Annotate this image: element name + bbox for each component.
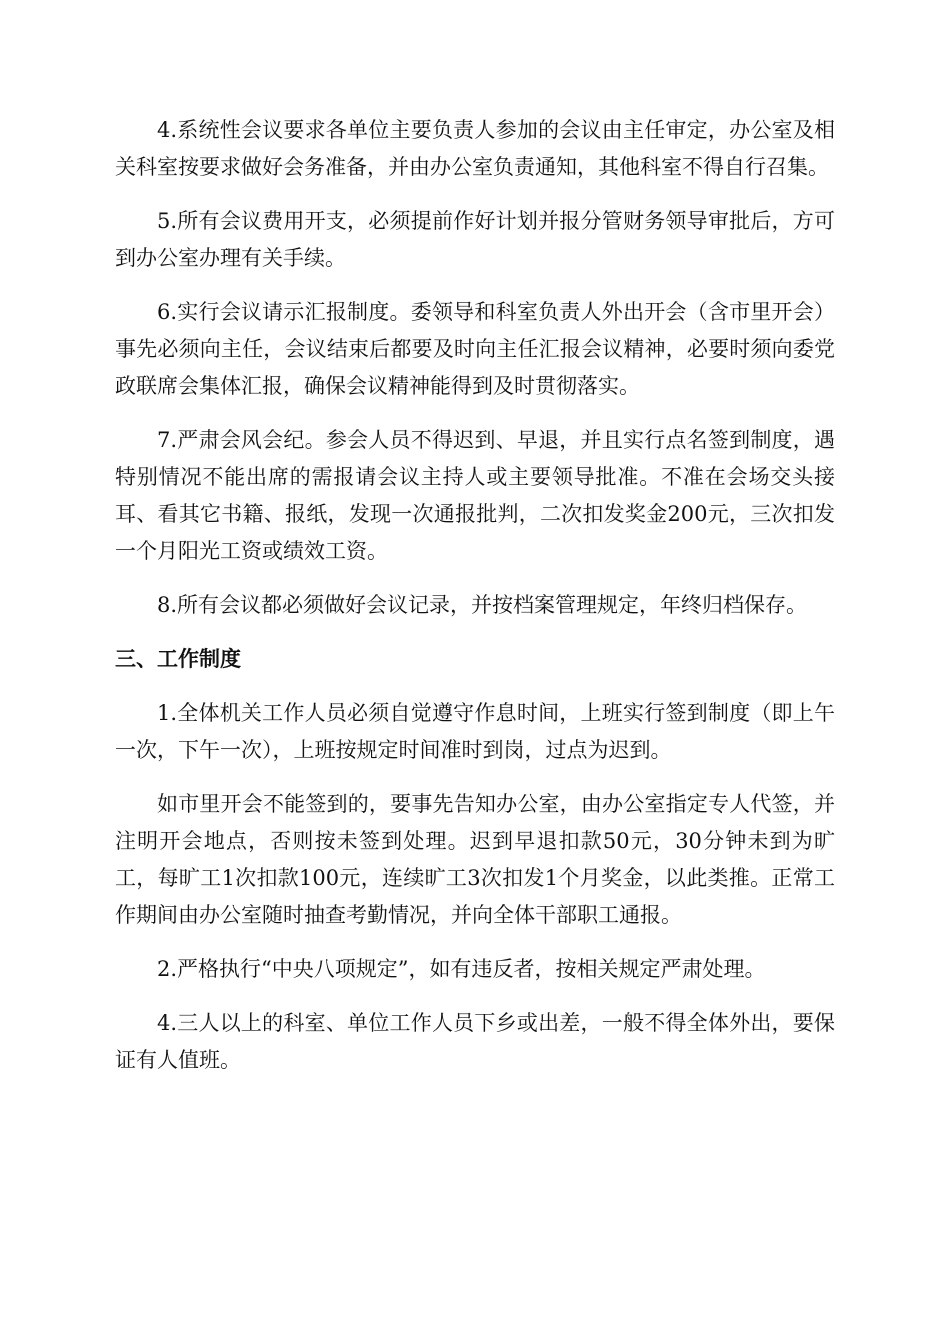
paragraph-meeting-expenses: 5.所有会议费用开支，必须提前作好计划并报分管财务领导审批后，方可到办公室办理有关手续。 — [115, 209, 835, 270]
paragraph-attendance-penalties: 如市里开会不能签到的，要事先告知办公室，由办公室指定专人代签，并注明开会地点，否则按未签到处理。迟到早退扣款50元，30分钟未到为旷工，每旷工1次扣款100元，连续旷工3次扣发1个月奖金，以此类推。正常工作期间由办公室随时抽查考勤情况，并向全体干部职工通报。 — [115, 792, 835, 927]
paragraph-meeting-records: 8.所有会议都必须做好会议记录，并按档案管理规定，年终归档保存。 — [157, 593, 808, 617]
paragraph-eight-rules: 2.严格执行“中央八项规定”，如有违反者，按相关规定严肃处理。 — [157, 957, 766, 981]
paragraph-attendance: 1.全体机关工作人员必须自觉遵守作息时间，上班实行签到制度（即上午一次，下午一次），上班按规定时间准时到岗，过点为迟到。 — [115, 701, 835, 762]
paragraph-duty-coverage: 4.三人以上的科室、单位工作人员下乡或出差，一般不得全体外出，要保证有人值班。 — [115, 1011, 835, 1072]
paragraph-meeting-discipline: 7.严肃会风会纪。参会人员不得迟到、早退，并且实行点名签到制度，遇特别情况不能出席的需报请会议主持人或主要领导批准。不准在会场交头接耳、看其它书籍、报纸，发现一次通报批判，二次扣发奖金200元，三次扣发一个月阳光工资或绩效工资。 — [115, 428, 835, 563]
paragraph-meeting-approval: 4.系统性会议要求各单位主要负责人参加的会议由主任审定，办公室及相关科室按要求做好会务准备，并由办公室负责通知，其他科室不得自行召集。 — [115, 118, 835, 179]
document-body — [115, 112, 835, 1096]
paragraph-meeting-reporting: 6.实行会议请示汇报制度。委领导和科室负责人外出开会（含市里开会）事先必须向主任，会议结束后都要及时向主任汇报会议精神，必要时须向委党政联席会集体汇报，确保会议精神能得到及时贯彻落实。 — [115, 300, 835, 398]
section-heading-work-rules: 三、工作制度 — [115, 647, 241, 671]
